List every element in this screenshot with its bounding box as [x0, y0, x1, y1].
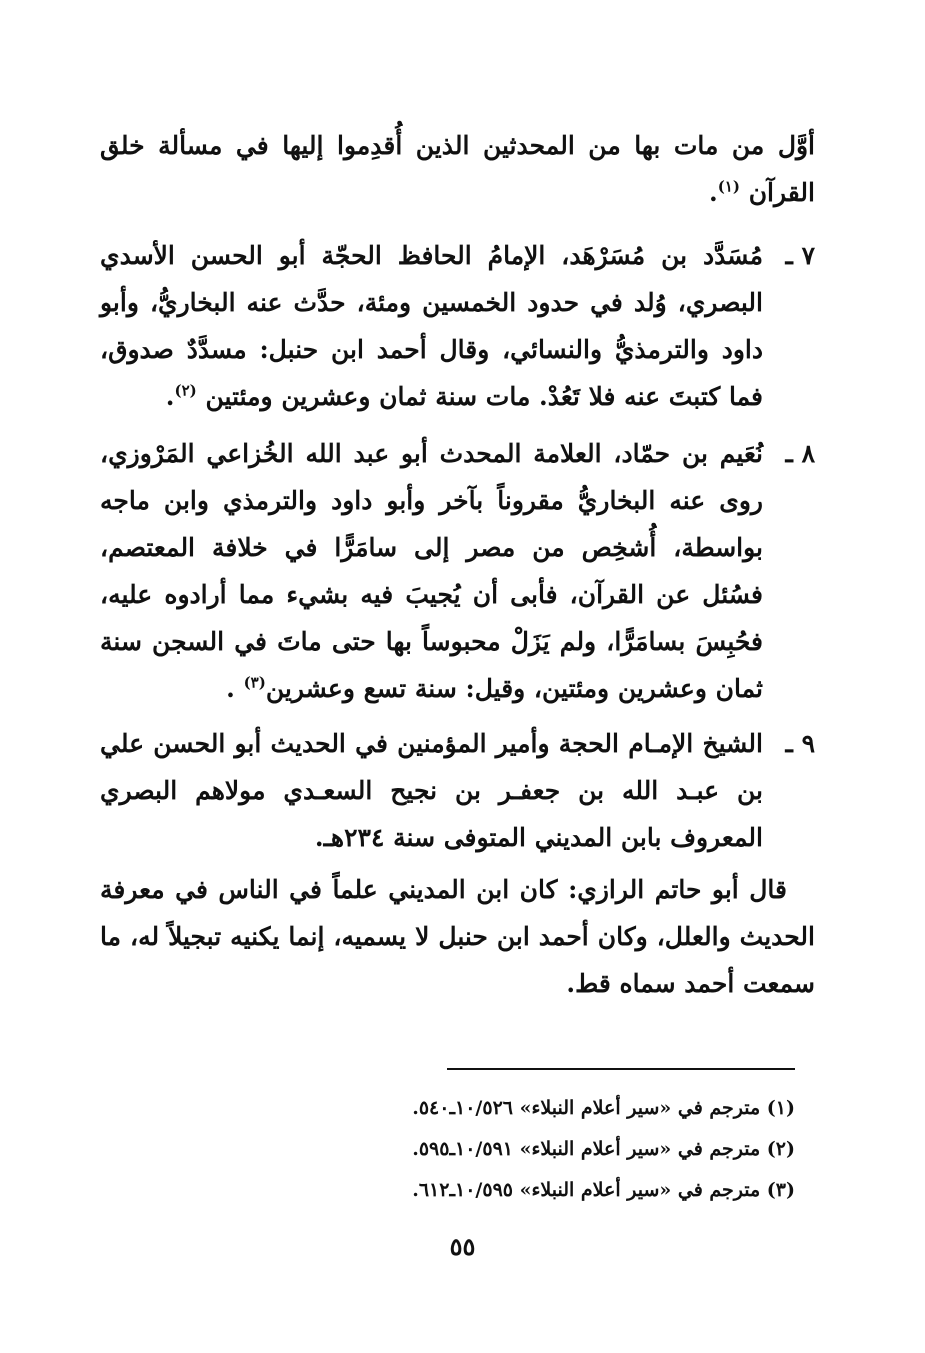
- intro-end: .: [708, 178, 718, 207]
- entry-9-text: [100, 720, 815, 861]
- entry-8-number: ٨ ـ: [785, 439, 815, 468]
- entry-8-end: .: [226, 674, 235, 703]
- entry-7-end: .: [165, 382, 175, 411]
- entry-8-body: نُعَيم بن حمّاد، العلامة المحدث أبو عبد الله الخُزاعي المَرْوزي، روى عنه البخاريُّ مقروناً بآخر وأبو داود والترمذي وابن ماجه بواسطة، أُشخِص من مصر إلى سامَرًّا في خلافة المعتصم، فسُئل عن القرآن، فأبى أن يُجيبَ فيه بشيء مما أرادوه عليه، فحُبِسَ بسامَرًّا، ولم يَزَلْ محبوساً بها حتى ماتَ في السجن سنة ثمان وعشرين ومئتين، وقيل: سنة تسع وعشرين: [100, 439, 763, 703]
- footnote-2: (٢) مترجم في «سير أعلام النبلاء» ١٠/٥٩١ـ٥٩٥.: [412, 1138, 795, 1160]
- entry-7-number: ٧ ـ: [785, 241, 815, 270]
- entry-7-body: مُسَدَّد بن مُسَرْهَد، الإمامُ الحافظ الحجّة أبو الحسن الأسدي البصري، وُلد في حدود الخمسين ومئة، حدَّث عنه البخاريُّ، وأبو داود والترمذيُّ والنسائي، وقال أحمد ابن حنبل: مسدَّدٌ صدوق، فما كتبتَ عنه فلا تَعُدْ. مات سنة ثمان وعشرين ومئتين: [100, 241, 763, 411]
- entry-9-number: ٩ ـ: [785, 729, 815, 758]
- intro-body: أوَّل من مات بها من المحدثين الذين أُقدِموا إليها في مسألة خلق القرآن: [100, 131, 815, 207]
- entry-7: [100, 232, 815, 420]
- quote-paragraph: [100, 866, 815, 1007]
- footnote-3: (٣) مترجم في «سير أعلام النبلاء» ١٠/٥٩٥ـ٦١٢.: [412, 1179, 795, 1201]
- entry-9: [100, 720, 815, 861]
- entry-8-text: [100, 430, 815, 712]
- footnotes: [300, 1088, 795, 1211]
- intro-text: [100, 122, 815, 216]
- entry-8: [100, 430, 815, 712]
- entry-7-text: [100, 232, 815, 420]
- footnote-ref-1: (١): [717, 177, 740, 196]
- footnote-divider: [447, 1068, 795, 1070]
- page-number: ٥٥: [449, 1232, 476, 1261]
- footnote-1: (١) مترجم في «سير أعلام النبلاء» ١٠/٥٢٦ـ٥٤٠.: [412, 1097, 795, 1119]
- footnote-ref-2: (٢): [174, 381, 197, 400]
- quote-text: قال أبو حاتم الرازي: كان ابن المديني علماً في الناس في معرفة الحديث والعلل، وكان أحمد ابن حنبل لا يسميه، إنما يكنيه تبجيلاً له، ما سمعت أحمد سماه قط.: [100, 875, 815, 998]
- intro-paragraph: [100, 122, 815, 216]
- footnote-ref-3: (٣): [243, 673, 266, 692]
- entry-9-body: الشيخ الإمـام الحجة وأمير المؤمنين في الحديث أبو الحسن علي بن عبـد الله بن جعفـر بن نجيح السعـدي مولاهم البصري المعروف بابن المديني المتوفى سنة ٢٣٤هـ.: [100, 729, 763, 852]
